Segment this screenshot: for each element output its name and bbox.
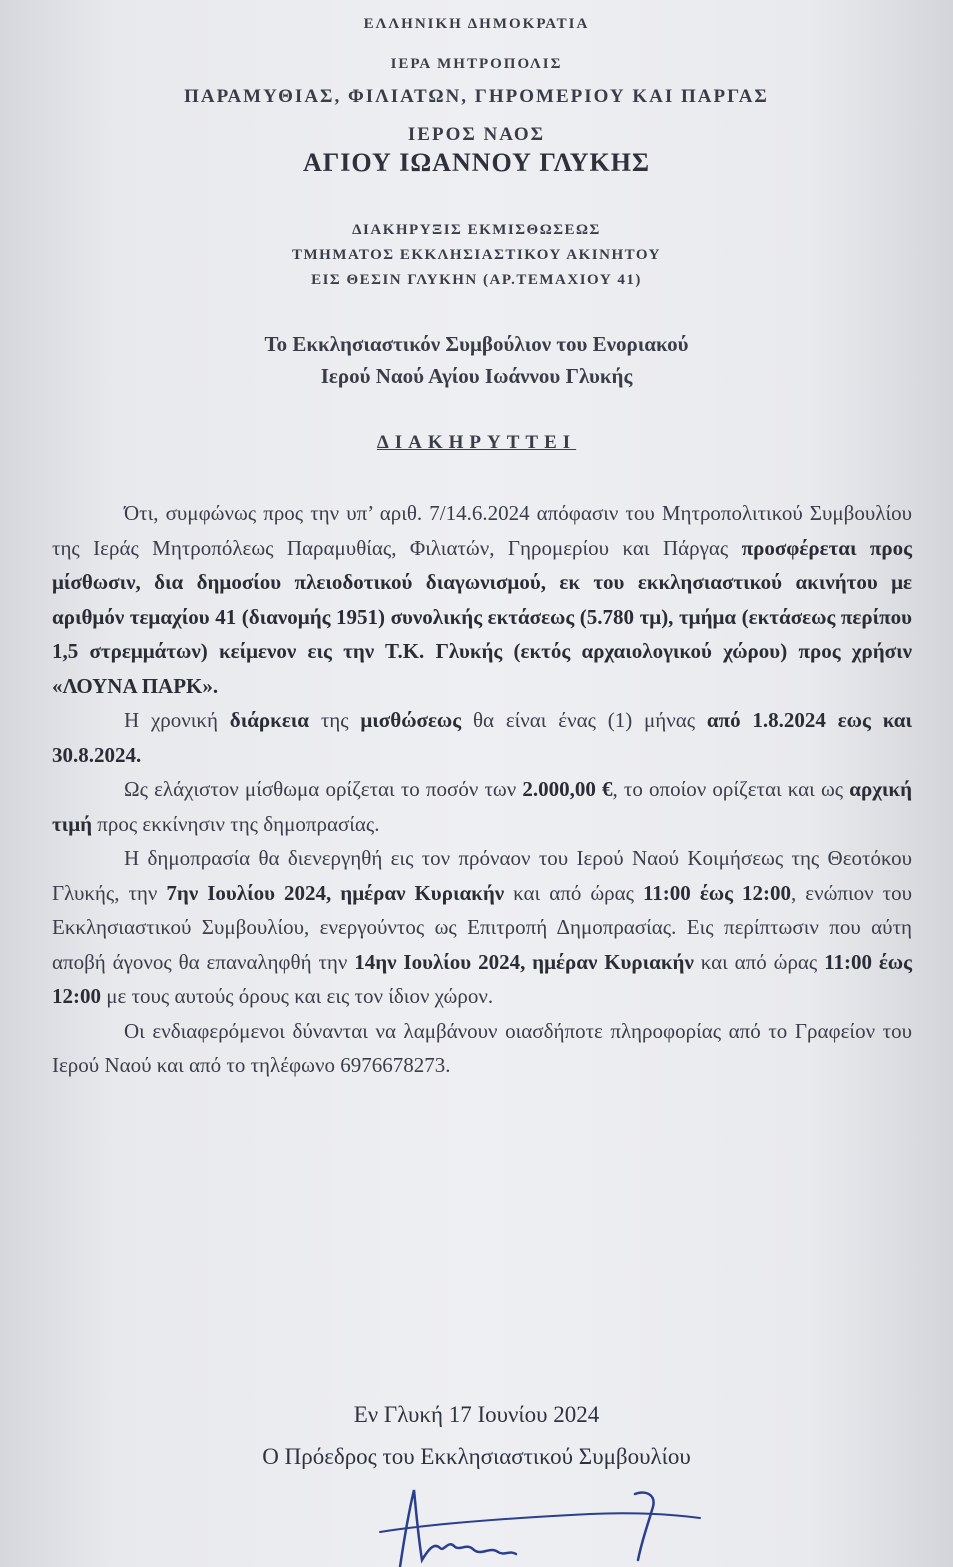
council-line1: Το Εκκλησιαστικόν Συμβούλιον του Ενοριακού	[264, 332, 689, 356]
header-church-name: ΑΓΙΟΥ ΙΩΑΝΝΟΥ ΓΛΥΚΗΣ	[302, 148, 650, 177]
header-dioceses: ΠΑΡΑΜΥΘΙΑΣ, ΦΙΛΙΑΤΩΝ, ΓΗΡΟΜΕΡΙΟΥ ΚΑΙ ΠΑΡΓΑΣ	[184, 86, 769, 107]
notice-title-line2: ΤΜΗΜΑΤΟΣ ΕΚΚΛΗΣΙΑΣΤΙΚΟΥ ΑΚΙΝΗΤΟΥ	[292, 247, 661, 263]
place-date: Εν Γλυκή 17 Ιουνίου 2024	[353, 1402, 600, 1427]
header-republic: ΕΛΛΗΝΙΚΗ ΔΗΜΟΚΡΑΤΙΑ	[363, 16, 590, 32]
header-holy-church: ΙΕΡΟΣ ΝΑΟΣ	[407, 124, 546, 145]
header-metropolis: ΙΕΡΑ ΜΗΤΡΟΠΟΛΙΣ	[390, 56, 563, 72]
paragraph-contact: Οι ενδιαφερόμενοι δύνανται να λαμβάνουν οιασδήποτε πληροφορίας από το Γραφείον του Ιερού Ναού και από το τηλέφωνο 6976678273.	[52, 1018, 912, 1077]
declares-heading: ΔΙΑΚΗΡΥΤΤΕΙ	[376, 432, 577, 453]
notice-body	[52, 496, 912, 1083]
paragraph-terms: Ότι, συμφώνως προς την υπ’ αριθ. 7/14.6.2024 απόφασιν του Μητροπολιτικού Συμβουλίου της Ιεράς Μητροπόλεως Παραμυθίας, Φιλιατών, Γηρομερίου και Πάργας προσφέρεται προς μίσθωσιν, δια δημοσίου πλειοδοτικού διαγωνισμού, εκ του εκκλησιαστικού ακινήτου με αριθμόν τεμαχίου 41 (διανομής 1951) συνολικής εκτάσεως (5.780 τμ), τμήμα (εκτάσεως περίπου 1,5 στρεμμάτων) κείμενον εις την Τ.Κ. Γλυκής (εκτός αρχαιολογικού χώρου) προς χρήσιν «ΛΟΥΝΑ ΠΑΡΚ».	[52, 501, 912, 698]
handwritten-signature	[370, 1480, 710, 1567]
paragraph-minimum-rent: Ως ελάχιστον μίσθωμα ορίζεται το ποσόν των 2.000,00 €, το οποίον ορίζεται και ως αρχική τιμή προς εκκίνησιν της δημοπρασίας.	[52, 777, 913, 836]
paragraph-duration: Η χρονική διάρκεια της μισθώσεως θα είναι ένας (1) μήνας από 1.8.2024 εως και 30.8.2024.	[52, 708, 912, 767]
council-line2: Ιερού Ναού Αγίου Ιωάννου Γλυκής	[320, 364, 633, 388]
paragraph-auction-schedule: Η δημοπρασία θα διενεργηθή εις τον πρόναον του Ιερού Ναού Κοιμήσεως της Θεοτόκου Γλυκής, την 7ην Ιουλίου 2024, ημέραν Κυριακήν και από ώρας 11:00 έως 12:00, ενώπιον του Εκκλησιαστικού Συμβουλίου, ενεργούντος ως Επιτροπή Δημοπρασίας. Εις περίπτωσιν που αύτη αποβή άγονος θα επαναληφθή την 14ην Ιουλίου 2024, ημέραν Κυριακήν και από ώρας 11:00 έως 12:00 με τους αυτούς όρους και εις τον ίδιον χώρον.	[52, 846, 913, 1008]
signatory-title: Ο Πρόεδρος του Εκκλησιαστικού Συμβουλίου	[262, 1444, 691, 1469]
notice-title-line3: ΕΙΣ ΘΕΣΙΝ ΓΛΥΚΗΝ (ΑΡ.ΤΕΜΑΧΙΟΥ 41)	[311, 272, 642, 288]
notice-title-line1: ΔΙΑΚΗΡΥΞΙΣ ΕΚΜΙΣΘΩΣΕΩΣ	[352, 222, 601, 238]
